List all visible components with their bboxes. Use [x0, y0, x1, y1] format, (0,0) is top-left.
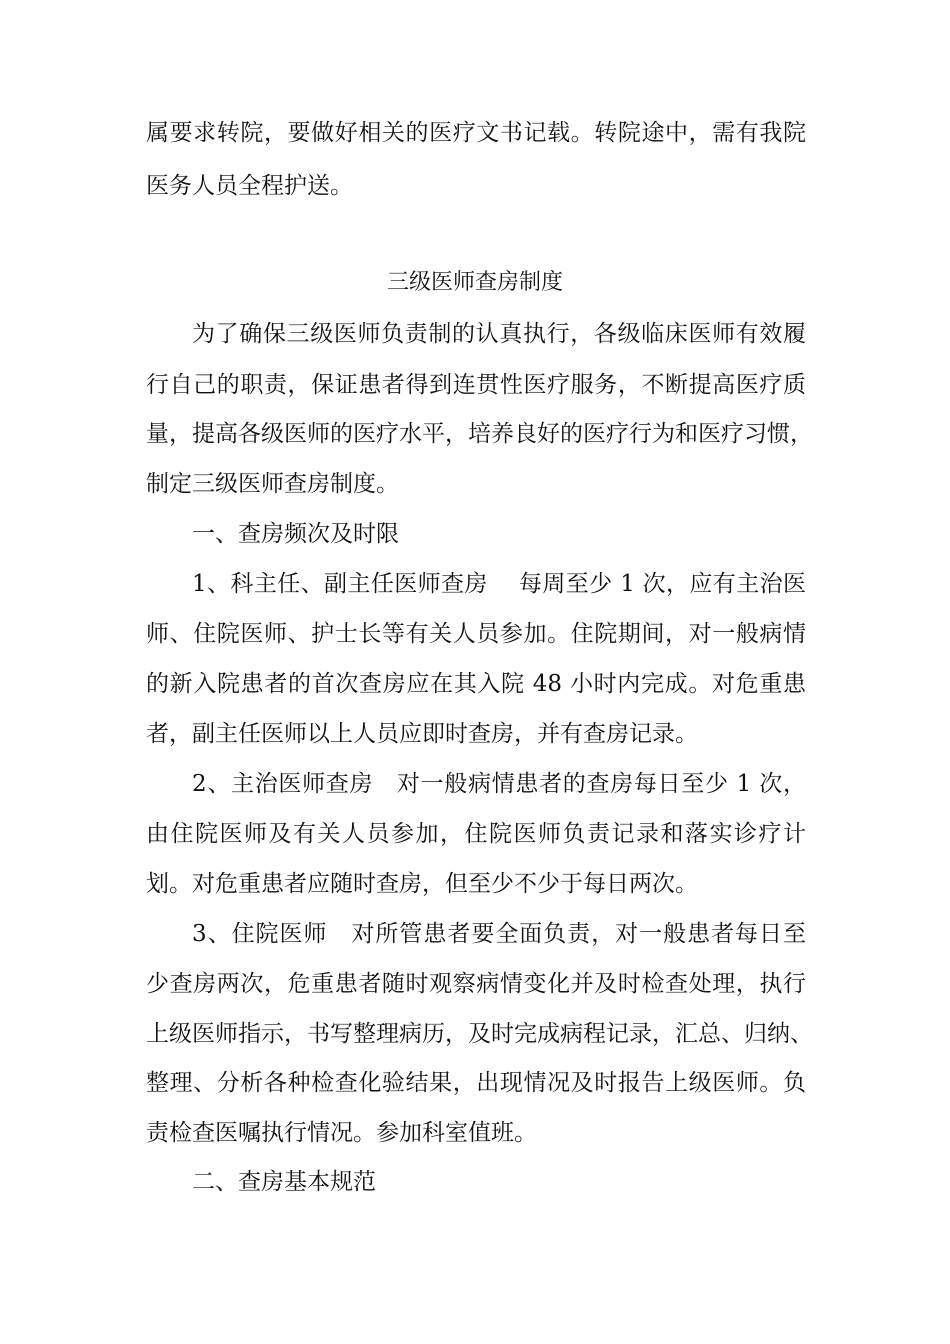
- heading-1: 一、查房频次及时限: [192, 521, 399, 547]
- item2-line-1: 2、主治医师查房 对一般病情患者的查房每日至少 1 次，: [192, 771, 806, 797]
- item3-line-5: 责检查医嘱执行情况。参加科室值班。: [146, 1120, 537, 1146]
- body-line-1: 属要求转院，要做好相关的医疗文书记载。转院途中，需有我院: [146, 120, 806, 146]
- item2-line-3: 划。对危重患者应随时查房，但至少不少于每日两次。: [146, 871, 698, 897]
- item1-line-2: 师、住院医师、护士长等有关人员参加。住院期间，对一般病情: [146, 621, 806, 647]
- item3-line-4: 整理、分析各种检查化验结果，出现情况及时报告上级医师。负: [146, 1070, 806, 1096]
- intro-line-2: 行自己的职责，保证患者得到连贯性医疗服务，不断提高医疗质: [146, 372, 806, 398]
- item3-line-1: 3、住院医师 对所管患者要全面负责，对一般患者每日至: [192, 921, 806, 947]
- intro-line-1: 为了确保三级医师负责制的认真执行，各级临床医师有效履: [192, 321, 806, 347]
- item1-line-1: 1、科主任、副主任医师查房 每周至少 1 次，应有主治医: [192, 571, 806, 597]
- item1-line-3: 的新入院患者的首次查房应在其入院 48 小时内完成。对危重患: [146, 671, 806, 697]
- intro-line-3: 量，提高各级医师的医疗水平，培养良好的医疗行为和医疗习惯，: [146, 421, 813, 447]
- item3-line-3: 上级医师指示，书写整理病历，及时完成病程记录，汇总、归纳、: [146, 1021, 813, 1047]
- intro-line-4: 制定三级医师查房制度。: [146, 471, 399, 497]
- item2-line-2: 由住院医师及有关人员参加，住院医师负责记录和落实诊疗计: [146, 821, 806, 847]
- item1-line-4: 者，副主任医师以上人员应即时查房，并有查房记录。: [146, 721, 698, 747]
- heading-2: 二、查房基本规范: [192, 1169, 376, 1195]
- body-line-2: 医务人员全程护送。: [146, 173, 353, 199]
- item3-line-2: 少查房两次，危重患者随时观察病情变化并及时检查处理，执行: [146, 971, 806, 997]
- section-title: 三级医师查房制度: [386, 270, 563, 295]
